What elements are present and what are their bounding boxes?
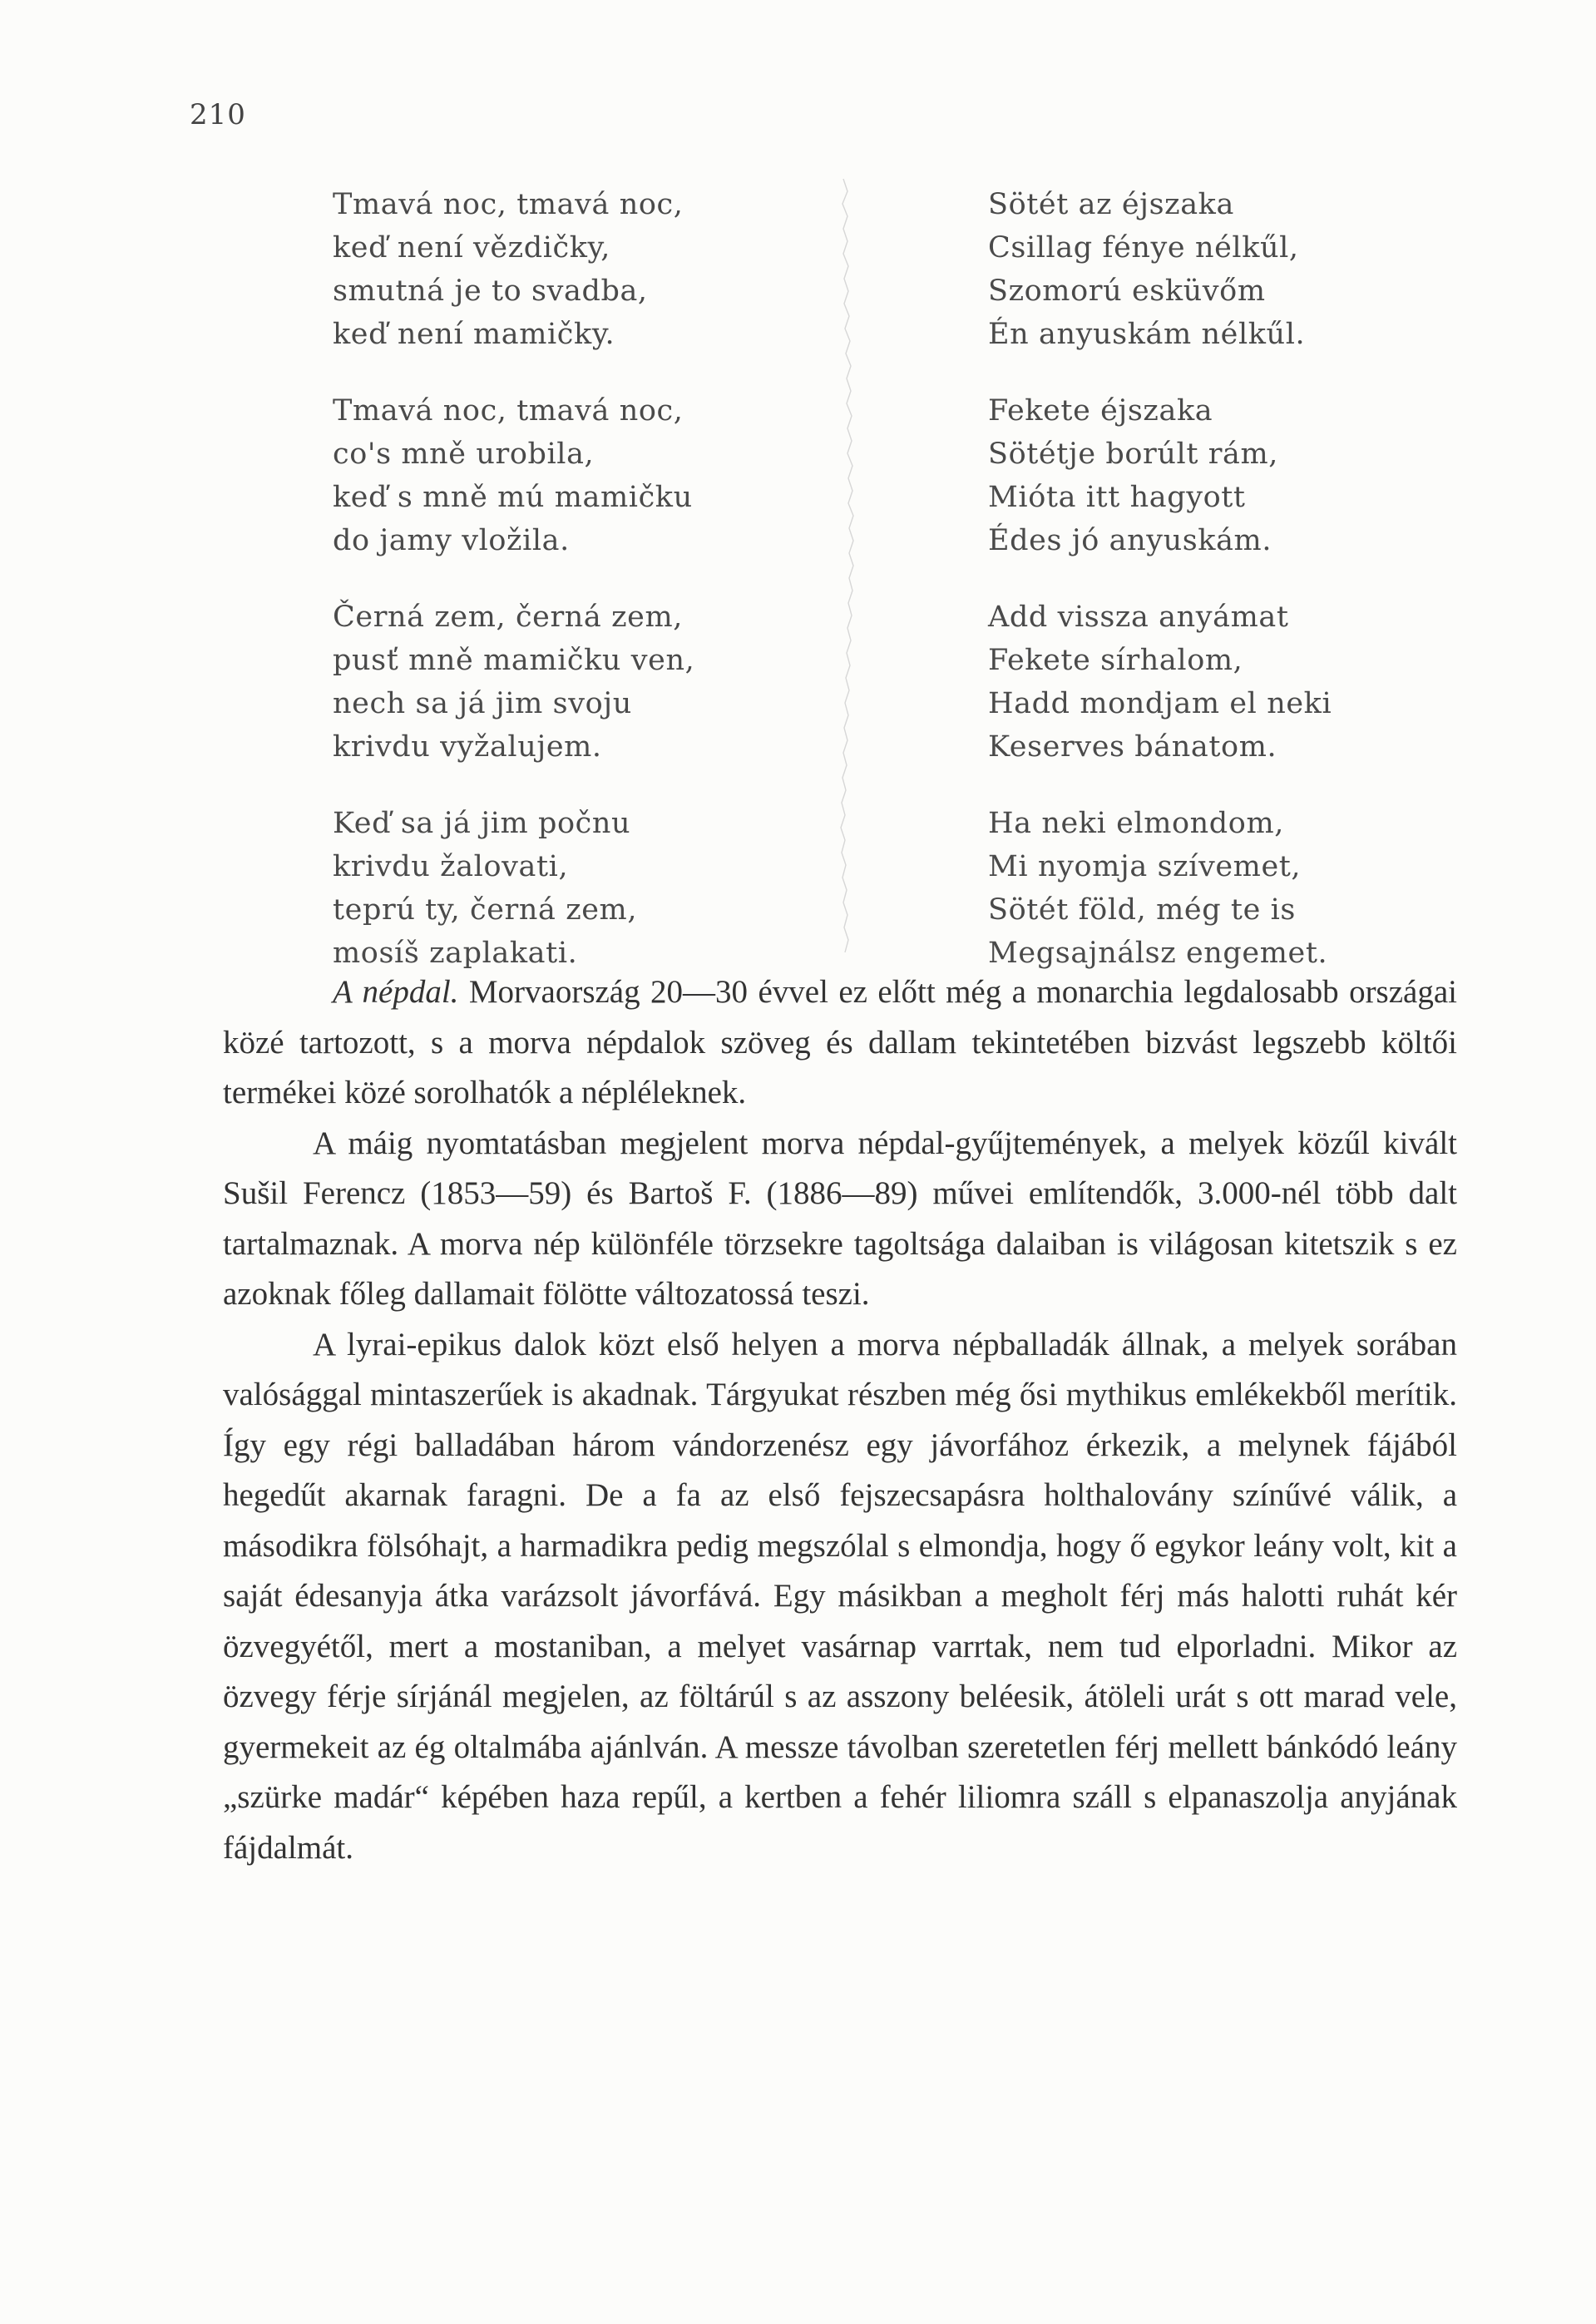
poem-line: Mióta itt hagyott <box>988 481 1246 514</box>
poem-line: Hadd mondjam el neki <box>988 687 1332 720</box>
poem-line: Tmavá noc, tmavá noc, <box>333 188 684 221</box>
poem-line: keď s mně mú mamičku <box>333 481 693 514</box>
stanza <box>988 389 1454 562</box>
poem-line: mosíš zaplakati. <box>333 937 578 970</box>
paragraph <box>223 967 1457 1119</box>
stanza <box>333 183 798 356</box>
section-heading: A népdal. <box>333 974 459 1010</box>
poem-line: nech sa já jim svoju <box>333 687 632 720</box>
poem-line: Fekete sírhalom, <box>988 644 1243 677</box>
stanza <box>333 596 798 769</box>
poem-line: Černá zem, černá zem, <box>333 601 683 634</box>
poem-line: pusť mně mamičku ven, <box>333 644 695 677</box>
poem-line: Fekete éjszaka <box>988 394 1213 428</box>
body-text <box>223 967 1457 1873</box>
poem-line: Csillag fénye nélkűl, <box>988 231 1299 265</box>
stanza <box>333 802 798 975</box>
poem-line: Sötétje borúlt rám, <box>988 438 1279 471</box>
poem-original-column <box>333 183 798 975</box>
poem-line: krivdu žalovati, <box>333 850 569 883</box>
paragraph-text: Morvaország 20—30 évvel ez előtt még a monarchia legdalosabb országai közé tartozott, s a morva népdalok szöveg és dallam tekintetében bizvást legszebb költői termékei közé sorolhatók a népléleknek. <box>223 974 1458 1110</box>
poem-line: Sötét föld, még te is <box>988 893 1296 927</box>
poem-line: Ha neki elmondom, <box>988 807 1284 840</box>
poem-line: smutná je to svadba, <box>333 274 648 308</box>
paragraph: A lyrai-epikus dalok közt első helyen a morva népballadák állnak, a melyek sorában valósággal mintaszerűek is akadnak. Tárgyukat részben még ősi mythikus emlékekből merítik. Így egy régi balladában három vándorzenész egy jávorfához érkezik, a melynek fájából hegedűt akarnak faragni. De a fa az első fejszecsapásra holthalovány színűvé válik, a másodikra fölsóhajt, a harmadikra pedig megszólal s elmondja, hogy ő egykor leány volt, kit a saját édesanyja átka varázsolt jávorfává. Egy másikban a megholt férj más halotti ruhát kér özvegyétől, mert a mostaniban, a melyet vasárnap varrtak, nem tud elporladni. Mikor az özvegy férje sírjánál megjelen, az föltárúl s az asszony beléesik, átöleli urát s ott marad vele, gyermekeit az ég oltalmába ajánlván. A messze távolban szeretetlen férj mellett bánkódó leány „szürke madár“ képében haza repűl, a kertben a fehér liliomra száll s elpanaszolja anyjának fájdalmát. <box>223 1326 1457 1866</box>
poem-line: Sötét az éjszaka <box>988 188 1234 221</box>
poem-line: Szomorú esküvőm <box>988 274 1266 308</box>
poem-line: keď není vězdičky, <box>333 231 610 265</box>
poem-line: Keserves bánatom. <box>988 730 1277 764</box>
poem-line: co's mně urobila, <box>333 438 595 471</box>
column-divider <box>837 179 862 952</box>
poem-line: Megsajnálsz engemet. <box>988 937 1328 970</box>
poem-line: teprú ty, černá zem, <box>333 893 638 927</box>
page-number: 210 <box>190 98 246 131</box>
poem-line: do jamy vložila. <box>333 524 570 557</box>
stanza <box>988 802 1454 975</box>
poem-line: Édes jó anyuskám. <box>988 524 1272 557</box>
poem-line: keď není mamičky. <box>333 318 615 351</box>
poem-translation-column <box>988 183 1454 975</box>
poem-line: Mi nyomja szívemet, <box>988 850 1302 883</box>
stanza <box>333 389 798 562</box>
poem-line: Tmavá noc, tmavá noc, <box>333 394 684 428</box>
poem-line: krivdu vyžalujem. <box>333 730 602 764</box>
poem-line: Add vissza anyámat <box>988 601 1289 634</box>
stanza <box>988 596 1454 769</box>
stanza <box>988 183 1454 356</box>
paragraph: A máig nyomtatásban megjelent morva népdal-gyűjtemények, a melyek közűl kivált Sušil Ferencz (1853—59) és Bartoš F. (1886—89) művei említendők, 3.000-nél több dalt tartalmaznak. A morva nép különféle törzsekre tagoltsága dalaiban is világosan kitetszik s ez azoknak főleg dallamait fölötte változatossá teszi. <box>223 1125 1457 1312</box>
poem-line: Keď sa já jim počnu <box>333 807 631 840</box>
poem-line: Én anyuskám nélkűl. <box>988 318 1306 351</box>
